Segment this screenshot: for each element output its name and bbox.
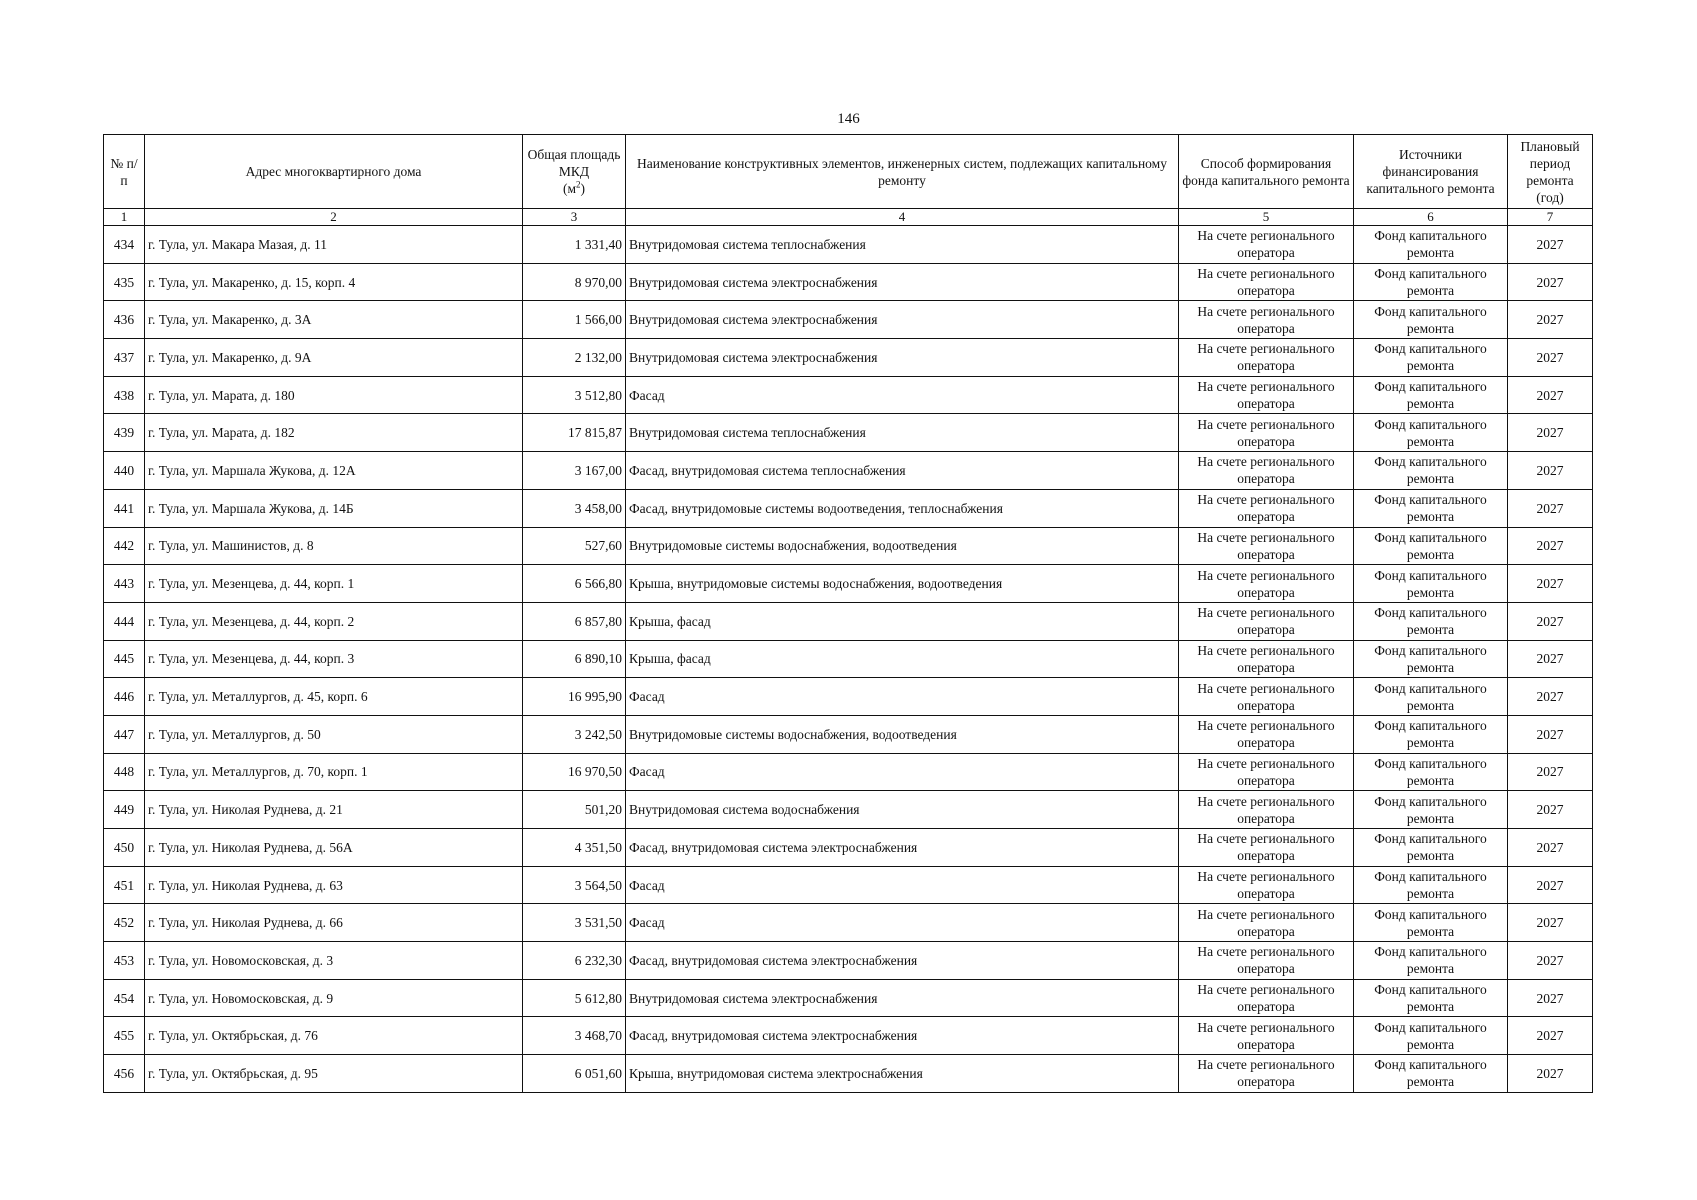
row-funding-source: Фонд капитального ремонта [1354, 452, 1508, 490]
header-num: № п/п [104, 135, 145, 209]
row-funding-source: Фонд капитального ремонта [1354, 1017, 1508, 1055]
row-funding-source: Фонд капитального ремонта [1354, 979, 1508, 1017]
table-row [104, 904, 1593, 942]
row-address: г. Тула, ул. Металлургов, д. 70, корп. 1 [145, 753, 523, 791]
table-row [104, 527, 1593, 565]
row-funding-source: Фонд капитального ремонта [1354, 829, 1508, 867]
row-address: г. Тула, ул. Новомосковская, д. 3 [145, 942, 523, 980]
row-address: г. Тула, ул. Макара Мазая, д. 11 [145, 226, 523, 264]
row-number: 447 [104, 715, 145, 753]
row-number: 445 [104, 640, 145, 678]
row-funding-method: На счете регионального оператора [1179, 452, 1354, 490]
row-funding-method: На счете регионального оператора [1179, 527, 1354, 565]
row-address: г. Тула, ул. Октябрьская, д. 95 [145, 1055, 523, 1093]
row-elements: Крыша, фасад [626, 602, 1179, 640]
row-funding-method: На счете регионального оператора [1179, 565, 1354, 603]
row-elements: Крыша, фасад [626, 640, 1179, 678]
row-funding-source: Фонд капитального ремонта [1354, 226, 1508, 264]
row-funding-source: Фонд капитального ремонта [1354, 678, 1508, 716]
row-planned-year: 2027 [1508, 866, 1593, 904]
row-planned-year: 2027 [1508, 301, 1593, 339]
row-address: г. Тула, ул. Металлургов, д. 50 [145, 715, 523, 753]
row-address: г. Тула, ул. Николая Руднева, д. 63 [145, 866, 523, 904]
row-number: 434 [104, 226, 145, 264]
row-funding-method: На счете регионального оператора [1179, 376, 1354, 414]
header-area-label: Общая площадь МКД [527, 147, 621, 179]
row-planned-year: 2027 [1508, 339, 1593, 377]
header-elements: Наименование конструктивных элементов, инженерных систем, подлежащих капитальному ремонту [626, 135, 1179, 209]
row-area: 3 167,00 [523, 452, 626, 490]
row-elements: Фасад [626, 753, 1179, 791]
row-elements: Фасад, внутридомовая система электроснабжения [626, 829, 1179, 867]
row-funding-source: Фонд капитального ремонта [1354, 602, 1508, 640]
row-number: 452 [104, 904, 145, 942]
row-planned-year: 2027 [1508, 715, 1593, 753]
row-elements: Крыша, внутридомовая система электроснабжения [626, 1055, 1179, 1093]
row-funding-method: На счете регионального оператора [1179, 602, 1354, 640]
row-funding-source: Фонд капитального ремонта [1354, 640, 1508, 678]
row-funding-method: На счете регионального оператора [1179, 753, 1354, 791]
row-funding-source: Фонд капитального ремонта [1354, 753, 1508, 791]
row-address: г. Тула, ул. Мезенцева, д. 44, корп. 1 [145, 565, 523, 603]
row-planned-year: 2027 [1508, 678, 1593, 716]
row-planned-year: 2027 [1508, 602, 1593, 640]
header-area-unit-close: ) [580, 181, 586, 196]
row-funding-method: На счете регионального оператора [1179, 640, 1354, 678]
row-elements: Внутридомовая система электроснабжения [626, 979, 1179, 1017]
row-number: 443 [104, 565, 145, 603]
row-area: 4 351,50 [523, 829, 626, 867]
row-address: г. Тула, ул. Макаренко, д. 15, корп. 4 [145, 263, 523, 301]
row-area: 3 458,00 [523, 489, 626, 527]
column-number: 5 [1179, 209, 1354, 226]
column-number-row [104, 209, 1593, 226]
row-elements: Фасад, внутридомовая система электроснабжения [626, 1017, 1179, 1055]
table-row [104, 979, 1593, 1017]
row-number: 441 [104, 489, 145, 527]
table-row [104, 715, 1593, 753]
row-funding-method: На счете регионального оператора [1179, 489, 1354, 527]
row-area: 6 566,80 [523, 565, 626, 603]
row-area: 16 995,90 [523, 678, 626, 716]
row-funding-source: Фонд капитального ремонта [1354, 339, 1508, 377]
row-elements: Фасад [626, 678, 1179, 716]
table-row [104, 452, 1593, 490]
header-area [523, 135, 626, 209]
row-address: г. Тула, ул. Марата, д. 180 [145, 376, 523, 414]
table-row [104, 942, 1593, 980]
row-planned-year: 2027 [1508, 904, 1593, 942]
row-elements: Внутридомовые системы водоснабжения, водоотведения [626, 527, 1179, 565]
row-number: 436 [104, 301, 145, 339]
row-number: 442 [104, 527, 145, 565]
row-area: 6 232,30 [523, 942, 626, 980]
row-number: 444 [104, 602, 145, 640]
row-funding-method: На счете регионального оператора [1179, 263, 1354, 301]
row-planned-year: 2027 [1508, 226, 1593, 264]
row-planned-year: 2027 [1508, 979, 1593, 1017]
row-funding-source: Фонд капитального ремонта [1354, 414, 1508, 452]
row-planned-year: 2027 [1508, 414, 1593, 452]
row-address: г. Тула, ул. Новомосковская, д. 9 [145, 979, 523, 1017]
row-area: 3 242,50 [523, 715, 626, 753]
column-number: 6 [1354, 209, 1508, 226]
row-area: 3 468,70 [523, 1017, 626, 1055]
row-elements: Фасад [626, 376, 1179, 414]
row-funding-method: На счете регионального оператора [1179, 829, 1354, 867]
row-address: г. Тула, ул. Металлургов, д. 45, корп. 6 [145, 678, 523, 716]
column-number: 2 [145, 209, 523, 226]
row-address: г. Тула, ул. Мезенцева, д. 44, корп. 2 [145, 602, 523, 640]
row-area: 6 890,10 [523, 640, 626, 678]
row-area: 3 564,50 [523, 866, 626, 904]
row-address: г. Тула, ул. Марата, д. 182 [145, 414, 523, 452]
table-row [104, 866, 1593, 904]
capital-repair-table [103, 134, 1593, 1093]
table-row [104, 339, 1593, 377]
row-area: 6 857,80 [523, 602, 626, 640]
row-funding-method: На счете регионального оператора [1179, 866, 1354, 904]
row-funding-source: Фонд капитального ремонта [1354, 791, 1508, 829]
row-number: 440 [104, 452, 145, 490]
row-address: г. Тула, ул. Маршала Жукова, д. 14Б [145, 489, 523, 527]
row-funding-source: Фонд капитального ремонта [1354, 527, 1508, 565]
row-number: 435 [104, 263, 145, 301]
row-elements: Фасад, внутридомовая система электроснабжения [626, 942, 1179, 980]
row-planned-year: 2027 [1508, 565, 1593, 603]
row-funding-method: На счете регионального оператора [1179, 1017, 1354, 1055]
row-area: 1 566,00 [523, 301, 626, 339]
row-planned-year: 2027 [1508, 829, 1593, 867]
table-row [104, 602, 1593, 640]
table-row [104, 414, 1593, 452]
table-row [104, 640, 1593, 678]
row-area: 3 531,50 [523, 904, 626, 942]
row-address: г. Тула, ул. Маршала Жукова, д. 12А [145, 452, 523, 490]
table-row [104, 301, 1593, 339]
table-row [104, 678, 1593, 716]
header-period: Плановый период ремонта (год) [1508, 135, 1593, 209]
row-number: 446 [104, 678, 145, 716]
row-area: 501,20 [523, 791, 626, 829]
row-address: г. Тула, ул. Макаренко, д. 3А [145, 301, 523, 339]
row-planned-year: 2027 [1508, 527, 1593, 565]
row-address: г. Тула, ул. Октябрьская, д. 76 [145, 1017, 523, 1055]
row-area: 17 815,87 [523, 414, 626, 452]
row-number: 451 [104, 866, 145, 904]
row-planned-year: 2027 [1508, 640, 1593, 678]
row-funding-method: На счете регионального оператора [1179, 414, 1354, 452]
row-planned-year: 2027 [1508, 791, 1593, 829]
row-area: 1 331,40 [523, 226, 626, 264]
row-area: 5 612,80 [523, 979, 626, 1017]
row-number: 450 [104, 829, 145, 867]
row-funding-method: На счете регионального оператора [1179, 979, 1354, 1017]
row-funding-source: Фонд капитального ремонта [1354, 942, 1508, 980]
table-row [104, 565, 1593, 603]
row-elements: Фасад [626, 904, 1179, 942]
row-elements: Внутридомовая система теплоснабжения [626, 226, 1179, 264]
row-number: 439 [104, 414, 145, 452]
table-row [104, 1055, 1593, 1093]
row-funding-source: Фонд капитального ремонта [1354, 866, 1508, 904]
row-planned-year: 2027 [1508, 452, 1593, 490]
table-row [104, 753, 1593, 791]
row-area: 2 132,00 [523, 339, 626, 377]
table-body [104, 226, 1593, 1093]
row-planned-year: 2027 [1508, 1017, 1593, 1055]
row-funding-method: На счете регионального оператора [1179, 942, 1354, 980]
row-planned-year: 2027 [1508, 942, 1593, 980]
header-method: Способ формирования фонда капитального ремонта [1179, 135, 1354, 209]
row-area: 3 512,80 [523, 376, 626, 414]
row-elements: Внутридомовая система теплоснабжения [626, 414, 1179, 452]
table-header [104, 135, 1593, 226]
row-funding-source: Фонд капитального ремонта [1354, 1055, 1508, 1093]
row-funding-source: Фонд капитального ремонта [1354, 301, 1508, 339]
table-row [104, 829, 1593, 867]
row-funding-method: На счете регионального оператора [1179, 678, 1354, 716]
row-funding-method: На счете регионального оператора [1179, 1055, 1354, 1093]
row-elements: Внутридомовая система электроснабжения [626, 263, 1179, 301]
row-address: г. Тула, ул. Николая Руднева, д. 66 [145, 904, 523, 942]
row-elements: Фасад, внутридомовая система теплоснабжения [626, 452, 1179, 490]
row-number: 456 [104, 1055, 145, 1093]
header-row [104, 135, 1593, 209]
row-planned-year: 2027 [1508, 376, 1593, 414]
row-number: 449 [104, 791, 145, 829]
row-planned-year: 2027 [1508, 1055, 1593, 1093]
row-area: 6 051,60 [523, 1055, 626, 1093]
table-row [104, 226, 1593, 264]
row-elements: Внутридомовая система электроснабжения [626, 301, 1179, 339]
row-elements: Фасад [626, 866, 1179, 904]
row-elements: Внутридомовые системы водоснабжения, водоотведения [626, 715, 1179, 753]
row-address: г. Тула, ул. Макаренко, д. 9А [145, 339, 523, 377]
row-number: 454 [104, 979, 145, 1017]
row-area: 8 970,00 [523, 263, 626, 301]
table-row [104, 489, 1593, 527]
header-source: Источники финансирования капитального ремонта [1354, 135, 1508, 209]
row-funding-method: На счете регионального оператора [1179, 226, 1354, 264]
table-row [104, 376, 1593, 414]
row-number: 453 [104, 942, 145, 980]
row-number: 438 [104, 376, 145, 414]
row-funding-source: Фонд капитального ремонта [1354, 565, 1508, 603]
row-funding-method: На счете регионального оператора [1179, 301, 1354, 339]
row-address: г. Тула, ул. Машинистов, д. 8 [145, 527, 523, 565]
row-address: г. Тула, ул. Николая Руднева, д. 56А [145, 829, 523, 867]
row-number: 437 [104, 339, 145, 377]
row-number: 448 [104, 753, 145, 791]
row-funding-method: На счете регионального оператора [1179, 339, 1354, 377]
row-number: 455 [104, 1017, 145, 1055]
row-area: 527,60 [523, 527, 626, 565]
column-number: 3 [523, 209, 626, 226]
row-funding-source: Фонд капитального ремонта [1354, 715, 1508, 753]
row-funding-method: На счете регионального оператора [1179, 791, 1354, 829]
header-area-unit-sup: 2 [576, 179, 581, 190]
row-funding-source: Фонд капитального ремонта [1354, 376, 1508, 414]
row-planned-year: 2027 [1508, 263, 1593, 301]
header-area-unit: (м [562, 181, 577, 196]
table-row [104, 263, 1593, 301]
row-funding-method: На счете регионального оператора [1179, 715, 1354, 753]
header-address: Адрес многоквартирного дома [145, 135, 523, 209]
table-row [104, 1017, 1593, 1055]
row-elements: Крыша, внутридомовые системы водоснабжения, водоотведения [626, 565, 1179, 603]
row-address: г. Тула, ул. Николая Руднева, д. 21 [145, 791, 523, 829]
row-planned-year: 2027 [1508, 753, 1593, 791]
table-row [104, 791, 1593, 829]
row-funding-source: Фонд капитального ремонта [1354, 263, 1508, 301]
row-address: г. Тула, ул. Мезенцева, д. 44, корп. 3 [145, 640, 523, 678]
page-number: 146 [837, 111, 860, 127]
row-area: 16 970,50 [523, 753, 626, 791]
row-funding-method: На счете регионального оператора [1179, 904, 1354, 942]
row-elements: Фасад, внутридомовые системы водоотведения, теплоснабжения [626, 489, 1179, 527]
column-number: 7 [1508, 209, 1593, 226]
row-funding-source: Фонд капитального ремонта [1354, 489, 1508, 527]
row-funding-source: Фонд капитального ремонта [1354, 904, 1508, 942]
row-elements: Внутридомовая система водоснабжения [626, 791, 1179, 829]
row-planned-year: 2027 [1508, 489, 1593, 527]
column-number: 4 [626, 209, 1179, 226]
column-number: 1 [104, 209, 145, 226]
row-elements: Внутридомовая система электроснабжения [626, 339, 1179, 377]
